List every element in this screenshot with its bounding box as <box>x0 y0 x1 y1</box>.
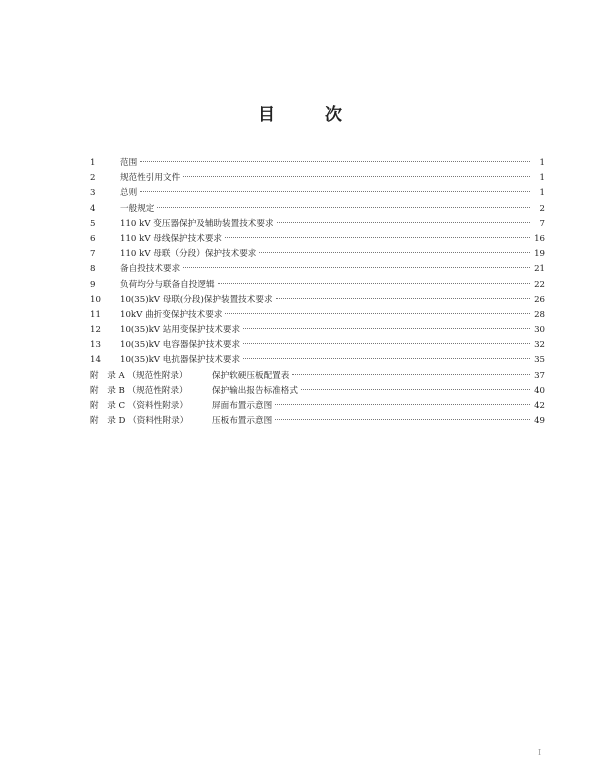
toc-entry[interactable] <box>90 323 545 338</box>
toc-entry[interactable] <box>90 247 545 262</box>
toc-entry-page: 21 <box>534 264 545 275</box>
toc-entry-page: 22 <box>534 279 545 290</box>
dot-leader <box>140 161 530 162</box>
toc-entry-title: 110 kV 变压器保护及辅助装置技术要求 <box>120 218 274 229</box>
toc-entry-page: 7 <box>539 218 545 229</box>
toc-entry[interactable] <box>90 308 545 323</box>
toc-entry-number: 2 <box>90 173 96 184</box>
appendix-page: 37 <box>534 370 545 381</box>
toc-entry-page: 28 <box>534 309 545 320</box>
toc-entry-title: 10kV 曲折变保护技术要求 <box>120 309 223 320</box>
toc-entry[interactable] <box>90 232 545 247</box>
appendix-page: 40 <box>534 385 545 396</box>
toc-entry-page: 16 <box>534 233 545 244</box>
toc-entry-title: 10(35)kV 站用变保护技术要求 <box>120 325 241 336</box>
dot-leader <box>243 358 530 359</box>
dot-leader <box>275 419 530 420</box>
dot-leader <box>243 328 530 329</box>
toc-entry-page: 26 <box>534 294 545 305</box>
appendix-label: 附 录 B （规范性附录） <box>90 385 188 396</box>
toc-entry-title: 一般规定 <box>120 203 155 214</box>
dot-leader <box>301 389 530 390</box>
toc-entry[interactable] <box>90 338 545 353</box>
toc-entry-title: 110 kV 母联（分段）保护技术要求 <box>120 249 257 260</box>
toc-entry[interactable] <box>90 278 545 293</box>
appendix-page: 49 <box>534 416 545 427</box>
appendix-title: 保护输出报告标准格式 <box>212 385 298 396</box>
dot-leader <box>225 237 530 238</box>
toc-entry-title: 110 kV 母线保护技术要求 <box>120 233 223 244</box>
toc-entry-page: 2 <box>539 203 545 214</box>
appendix-title: 压板布置示意图 <box>212 416 273 427</box>
toc-entry-title: 10(35)kV 母联(分段)保护装置技术要求 <box>120 294 273 305</box>
dot-leader <box>225 313 530 314</box>
toc-entry-number: 14 <box>90 355 101 366</box>
toc-entry[interactable] <box>90 156 545 171</box>
appendix-title: 保护软硬压板配置表 <box>212 370 290 381</box>
dot-leader <box>292 374 530 375</box>
toc-entry-title: 总则 <box>120 188 138 199</box>
dot-leader <box>277 222 530 223</box>
dot-leader <box>276 298 530 299</box>
toc-entry[interactable] <box>90 262 545 277</box>
toc-entry-page: 35 <box>534 355 545 366</box>
page-number: I <box>538 748 542 757</box>
toc-appendix-entry[interactable] <box>90 399 545 414</box>
dot-leader <box>218 283 530 284</box>
toc-appendix-entry[interactable] <box>90 369 545 384</box>
toc-entry-number: 7 <box>90 249 96 260</box>
toc-entry-number: 5 <box>90 218 96 229</box>
dot-leader <box>275 404 530 405</box>
appendix-label: 附 录 D （资料性附录） <box>90 416 189 427</box>
toc-entry[interactable] <box>90 217 545 232</box>
dot-leader <box>140 191 530 192</box>
toc-entry-title: 规范性引用文件 <box>120 173 181 184</box>
toc-entry-page: 19 <box>534 249 545 260</box>
toc-entry[interactable] <box>90 293 545 308</box>
toc-entry-page: 1 <box>539 158 545 168</box>
dot-leader <box>243 343 530 344</box>
toc-entry-title: 范围 <box>120 158 138 168</box>
toc-entry-page: 32 <box>534 340 545 351</box>
toc-entry-number: 13 <box>90 340 101 351</box>
toc-entry-number: 4 <box>90 203 96 214</box>
toc-entry-page: 1 <box>539 173 545 184</box>
toc-entry-title: 10(35)kV 电抗器保护技术要求 <box>120 355 241 366</box>
toc-entry-page: 1 <box>539 188 545 199</box>
dot-leader <box>183 267 530 268</box>
appendix-page: 42 <box>534 401 545 411</box>
page-title: 目 次 <box>258 105 364 125</box>
toc-entry-page: 30 <box>534 325 545 336</box>
toc-entry-number: 6 <box>90 233 96 244</box>
toc-entry-title: 负荷均分与联备自投逻辑 <box>120 279 215 290</box>
toc-entry-number: 8 <box>90 264 96 275</box>
toc-entry-number: 12 <box>90 325 101 336</box>
toc-appendix-entry[interactable] <box>90 414 545 429</box>
toc-entry[interactable] <box>90 186 545 201</box>
toc-entry-number: 3 <box>90 188 96 199</box>
toc-entry[interactable] <box>90 171 545 186</box>
dot-leader <box>259 252 530 253</box>
appendix-label: 附 录 C （资料性附录） <box>90 401 188 411</box>
toc-entry-number: 11 <box>90 309 101 320</box>
dot-leader <box>157 207 530 208</box>
toc-entry-number: 10 <box>90 294 101 305</box>
toc-entry-number: 1 <box>90 158 96 168</box>
toc-entry-title: 备自投技术要求 <box>120 264 181 275</box>
appendix-label: 附 录 A （规范性附录） <box>90 370 188 381</box>
toc-entry[interactable] <box>90 353 545 368</box>
dot-leader <box>183 176 530 177</box>
toc-entry-title: 10(35)kV 电容器保护技术要求 <box>120 340 241 351</box>
appendix-title: 屏面布置示意图 <box>212 401 273 411</box>
toc-appendix-entry[interactable] <box>90 384 545 399</box>
table-of-contents <box>90 156 545 429</box>
toc-entry-number: 9 <box>90 279 96 290</box>
toc-entry[interactable] <box>90 202 545 217</box>
